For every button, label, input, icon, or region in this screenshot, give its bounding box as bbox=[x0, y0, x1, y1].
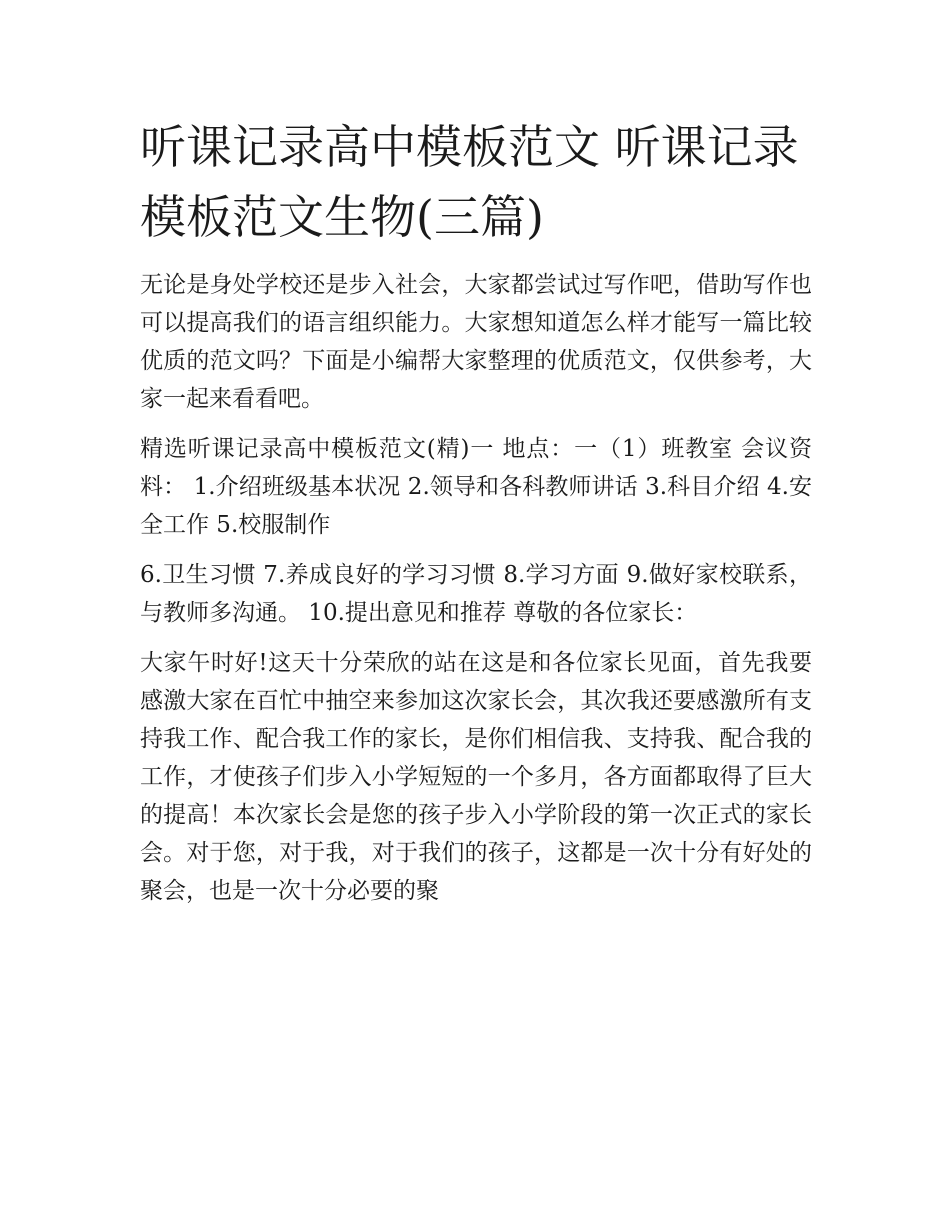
document-title: 听课记录高中模板范文 听课记录模板范文生物(三篇) bbox=[140, 120, 799, 244]
meeting-agenda-continued-paragraph: 6.卫生习惯 7.养成良好的学习习惯 8.学习方面 9.做好家校联系，与教师多沟通。 10.提出意见和推荐 尊敬的各位家长： bbox=[140, 562, 812, 626]
intro-paragraph: 无论是身处学校还是步入社会，大家都尝试过写作吧，借助写作也可以提高我们的语言组织能力。大家想知道怎么样才能写一篇比较优质的范文吗？下面是小编帮大家整理的优质范文，仅供参考，大家一起来看看吧。 bbox=[140, 272, 812, 412]
document-body bbox=[140, 112, 812, 922]
speech-paragraph: 大家午时好!这天十分荣欣的站在这是和各位家长见面，首先我要感激大家在百忙中抽空来参加这次家长会，其次我还要感激所有支持我工作、配合我工作的家长，是你们相信我、支持我、配合我的工作，才使孩子们步入小学短短的一个多月，各方面都取得了巨大的提高！本次家长会是您的孩子步入小学阶段的第一次正式的家长会。对于您，对于我，对于我们的孩子，这都是一次十分有好处的聚会，也是一次十分必要的聚 bbox=[140, 650, 812, 904]
meeting-agenda-paragraph: 精选听课记录高中模板范文(精)一 地点：一（1）班教室 会议资料： 1.介绍班级基本状况 2.领导和各科教师讲话 3.科目介绍 4.安全工作 5.校服制作 bbox=[140, 436, 812, 538]
